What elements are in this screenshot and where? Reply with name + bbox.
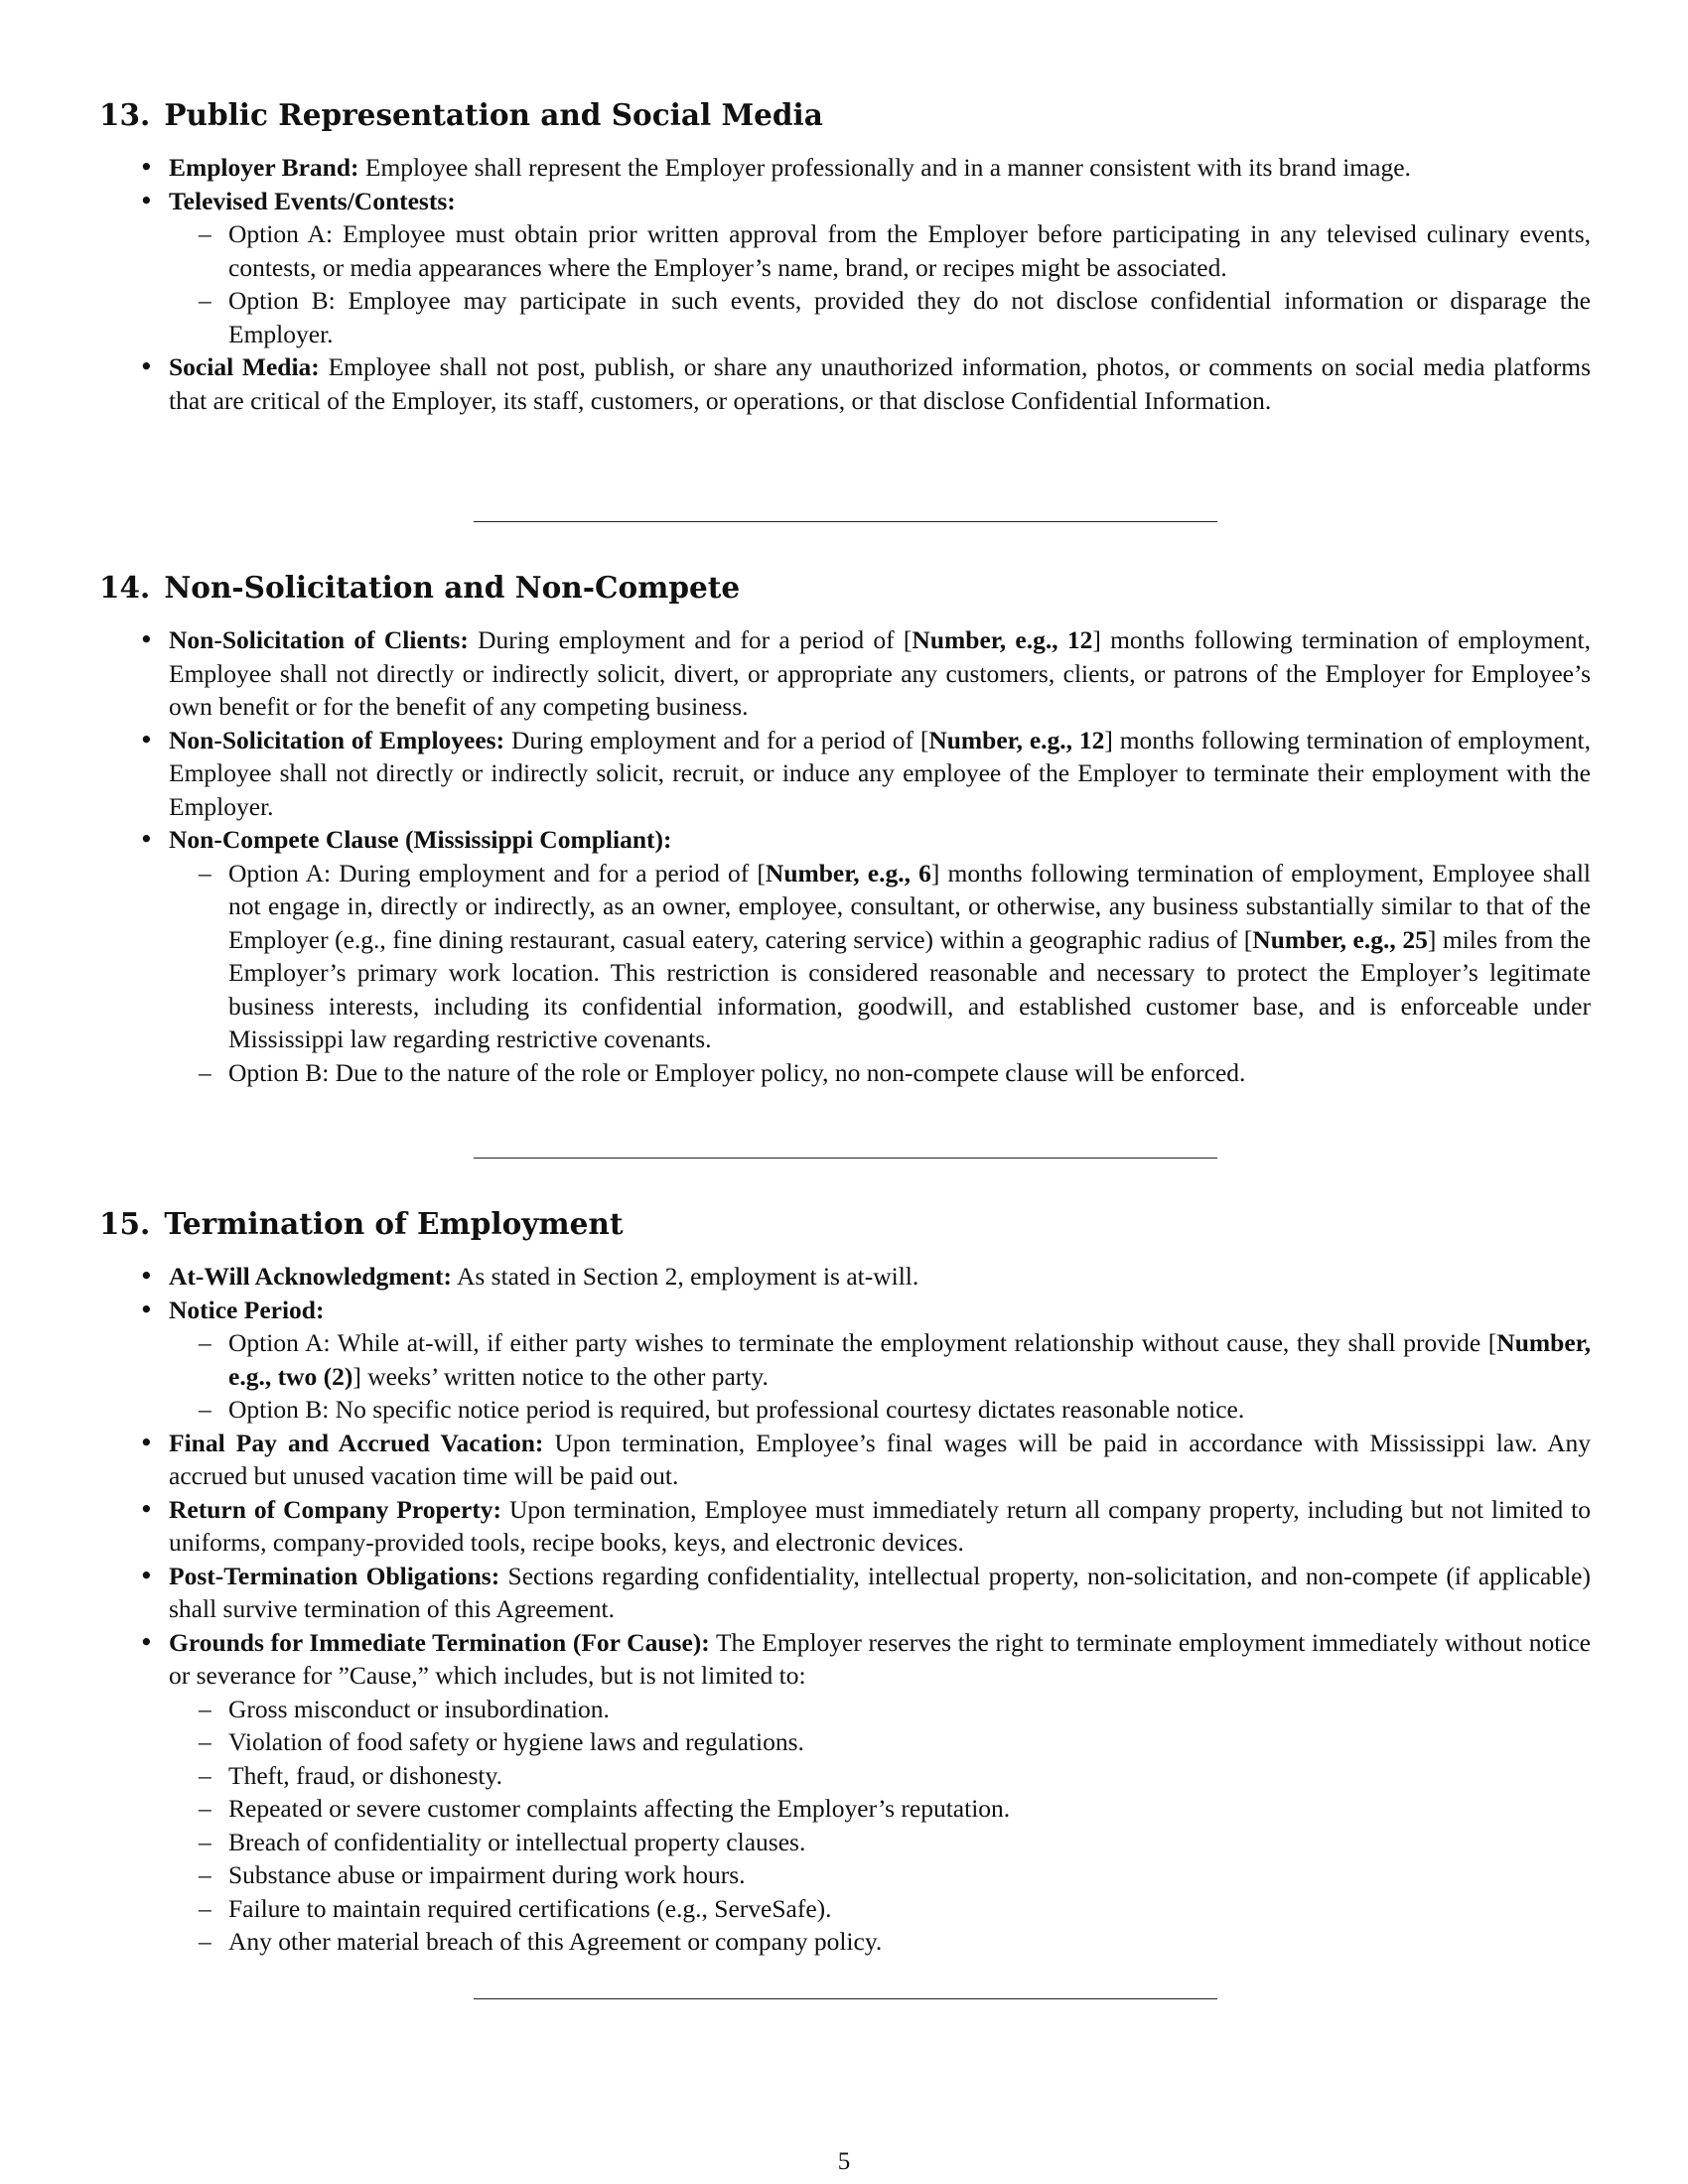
section-14-list — [0, 623, 1591, 1089]
dash-icon: – — [199, 1893, 211, 1923]
dash-icon: – — [199, 1727, 211, 1756]
item-body: Upon termination, Employee’s final wages will be paid in accordance with Mississippi law. Any accrued but unused vacation time will be paid out. — [169, 1428, 1591, 1490]
dash-icon: – — [199, 858, 211, 887]
bullet-icon: • — [139, 153, 154, 182]
sub-list-item — [169, 1326, 1591, 1393]
sub-list-item — [169, 1393, 1591, 1427]
bullet-icon: • — [139, 625, 154, 654]
item-label: Notice Period: — [169, 1295, 325, 1324]
list-item — [0, 1294, 1591, 1427]
dash-icon: – — [199, 1057, 211, 1087]
sub-item-text — [228, 1326, 1591, 1393]
bullet-icon: • — [139, 186, 154, 215]
sub-list-item — [169, 1792, 1591, 1826]
list-item — [0, 185, 1591, 351]
sub-list-item — [169, 1693, 1591, 1726]
sub-item-body: ] months following termination of employment, Employee shall not engage in, directly or indirectly, as an owner, employee, consultant, or otherwise, any business substantially similar to that of the Employer (e.g., fine dining restaurant, casual eatery, catering service) within a geographic radius of [ — [228, 858, 1591, 954]
item-body: As stated in Section 2, employment is at-will. — [456, 1262, 919, 1291]
sub-list-item — [169, 1056, 1591, 1090]
item-body: Employee shall represent the Employer professionally and in a manner consistent with its brand image. — [364, 153, 1411, 182]
sub-item-text — [228, 857, 1591, 1056]
sub-item-body: ] weeks’ written notice to the other party. — [352, 1361, 769, 1391]
sub-item-body: Option A: While at-will, if either party wishes to terminate the employment relationship without cause, they shall provide [ — [228, 1328, 1497, 1357]
placeholder-field: Number, e.g., 25 — [1252, 924, 1428, 954]
list-item — [0, 1560, 1591, 1626]
item-text — [169, 185, 1591, 218]
item-text — [169, 1626, 1591, 1693]
item-text — [169, 724, 1591, 824]
sub-list-item — [169, 1925, 1591, 1959]
section-number: 14. — [99, 570, 151, 605]
item-text — [169, 823, 1591, 857]
placeholder-field: Number, e.g., 6 — [765, 858, 931, 887]
item-body: Employee shall not post, publish, or share any unauthorized information, photos, or comments on social media platforms that are critical of the Employer, its staff, customers, or operations, or that disclose Confidential Information. — [169, 352, 1592, 415]
list-item — [0, 1626, 1591, 1959]
list-item — [0, 724, 1591, 824]
item-label: Employer Brand: — [169, 153, 359, 182]
bullet-icon: • — [139, 825, 154, 854]
dash-icon: – — [199, 1760, 211, 1790]
dash-icon: – — [199, 286, 211, 315]
dash-icon: – — [199, 1328, 211, 1357]
sub-item-text: Repeated or severe customer complaints affecting the Employer’s reputation. — [228, 1794, 1011, 1823]
bullet-icon: • — [139, 1561, 154, 1590]
list-item — [0, 151, 1591, 185]
item-body: Upon termination, Employee must immediately return all company property, including but not limited to uniforms, company-provided tools, recipe books, keys, and electronic devices. — [169, 1494, 1591, 1557]
bullet-icon: • — [139, 352, 154, 381]
list-item — [0, 623, 1591, 724]
section-heading — [99, 1204, 623, 1244]
item-text — [169, 151, 1591, 185]
item-text — [169, 1427, 1591, 1493]
section-heading — [99, 95, 823, 135]
list-item — [0, 1260, 1591, 1294]
section-title: Non-Solicitation and Non-Compete — [164, 570, 741, 605]
placeholder-field: Number, e.g., two (2) — [228, 1328, 1591, 1391]
item-label: At-Will Acknowledgment: — [169, 1262, 452, 1291]
section-13-list — [0, 151, 1591, 417]
sub-item-text: Gross misconduct or insubordination. — [228, 1694, 610, 1723]
list-item — [0, 1427, 1591, 1493]
item-label: Grounds for Immediate Termination (For Cause): — [169, 1627, 710, 1657]
sub-list-item — [169, 1858, 1591, 1892]
sub-list — [169, 217, 1591, 350]
sub-item-body: Option A: During employment and for a period of [ — [228, 858, 766, 887]
section-divider — [474, 1998, 1217, 1999]
sub-item-text: Option A: Employee must obtain prior written approval from the Employer before participating in any televised culinary events, contests, or media appearances where the Employer’s name, brand, or recipes might be associated. — [228, 219, 1591, 282]
section-title: Public Representation and Social Media — [164, 97, 823, 132]
placeholder-field: Number, e.g., 12 — [912, 625, 1093, 654]
item-label: Non-Compete Clause (Mississippi Compliant): — [169, 825, 672, 854]
item-label: Final Pay and Accrued Vacation: — [169, 1428, 544, 1457]
section-15-list — [0, 1260, 1591, 1959]
section-title: Termination of Employment — [164, 1206, 624, 1241]
section-divider — [474, 1158, 1217, 1159]
bullet-icon: • — [139, 1494, 154, 1524]
sub-list — [169, 857, 1591, 1090]
item-label: Return of Company Property: — [169, 1494, 502, 1524]
item-text — [169, 1294, 1591, 1327]
section-number: 15. — [99, 1206, 151, 1241]
item-text — [169, 350, 1591, 417]
bullet-icon: • — [139, 725, 154, 754]
dash-icon: – — [199, 219, 211, 248]
sub-list-item — [169, 1759, 1591, 1793]
dash-icon: – — [199, 1827, 211, 1856]
sub-list — [169, 1326, 1591, 1427]
sub-item-text: Option B: Due to the nature of the role or Employer policy, no non-compete clause will be enforced. — [228, 1057, 1246, 1087]
item-label: Televised Events/Contests: — [169, 186, 456, 215]
sub-item-text: Breach of confidentiality or intellectual property clauses. — [228, 1827, 806, 1856]
item-label: Social Media: — [169, 352, 320, 381]
sub-item-body: ] miles from the Employer’s primary work location. This restriction is considered reasonable and necessary to protect the Employer’s legitimate business interests, including its confidential information, goodwill, and established customer base, and is enforceable under Mississippi law regarding restrictive covenants. — [228, 924, 1591, 1053]
sub-list-item — [169, 1892, 1591, 1926]
sub-item-text: Option B: Employee may participate in such events, provided they do not disclose confidential information or disparage the Employer. — [228, 286, 1591, 348]
bullet-icon: • — [139, 1262, 154, 1291]
sub-item-text: Option B: No specific notice period is required, but professional courtesy dictates reasonable notice. — [228, 1395, 1245, 1424]
item-body: During employment and for a period of [ — [478, 625, 913, 654]
item-body: ] months following termination of employment, Employee shall not directly or indirectly solicit, recruit, or induce any employee of the Employer to terminate their employment with the Employer. — [169, 725, 1591, 821]
dash-icon: – — [199, 1794, 211, 1823]
item-label: Non-Solicitation of Employees: — [169, 725, 505, 754]
sub-item-text: Substance abuse or impairment during work hours. — [228, 1860, 746, 1889]
section-heading — [99, 568, 740, 608]
sub-item-text: Any other material breach of this Agreement or company policy. — [228, 1927, 883, 1956]
list-item — [0, 350, 1591, 417]
sub-list-item — [169, 1725, 1591, 1759]
sub-list-item — [169, 857, 1591, 1056]
item-body: ] months following termination of employment, Employee shall not directly or indirectly solicit, divert, or appropriate any customers, clients, or patrons of the Employer for Employee’s own benefit or for the benefit of any competing business. — [169, 625, 1592, 721]
dash-icon: – — [199, 1860, 211, 1889]
item-body: During employment and for a period of [ — [510, 725, 929, 754]
item-label: Post-Termination Obligations: — [169, 1561, 500, 1590]
sub-item-text: Theft, fraud, or dishonesty. — [228, 1760, 502, 1790]
section-number: 13. — [99, 97, 151, 132]
item-body: Sections regarding confidentiality, intellectual property, non-solicitation, and non-compete (if applicable) shall survive termination of this Agreement. — [169, 1561, 1591, 1623]
dash-icon: – — [199, 1927, 211, 1956]
item-text — [169, 623, 1591, 724]
sub-list-item — [169, 284, 1591, 350]
dash-icon: – — [199, 1395, 211, 1424]
sub-item-text: Failure to maintain required certifications (e.g., ServeSafe). — [228, 1893, 832, 1923]
bullet-icon: • — [139, 1627, 154, 1657]
bullet-icon: • — [139, 1295, 154, 1324]
sub-item-text: Violation of food safety or hygiene laws and regulations. — [228, 1727, 804, 1756]
page-number: 5 — [837, 2148, 851, 2175]
placeholder-field: Number, e.g., 12 — [928, 725, 1105, 754]
item-text — [169, 1560, 1591, 1626]
sub-list-item — [169, 217, 1591, 284]
item-text — [169, 1260, 1591, 1294]
sub-list-item — [169, 1826, 1591, 1859]
item-body: The Employer reserves the right to terminate employment immediately without notice or severance for ”Cause,” which includes, but is not limited to: — [169, 1627, 1591, 1690]
item-label: Non-Solicitation of Clients: — [169, 625, 469, 654]
dash-icon: – — [199, 1694, 211, 1723]
bullet-icon: • — [139, 1428, 154, 1457]
section-divider — [474, 521, 1217, 522]
item-text — [169, 1493, 1591, 1560]
list-item — [0, 823, 1591, 1089]
sub-list — [169, 1693, 1591, 1959]
list-item — [0, 1493, 1591, 1560]
